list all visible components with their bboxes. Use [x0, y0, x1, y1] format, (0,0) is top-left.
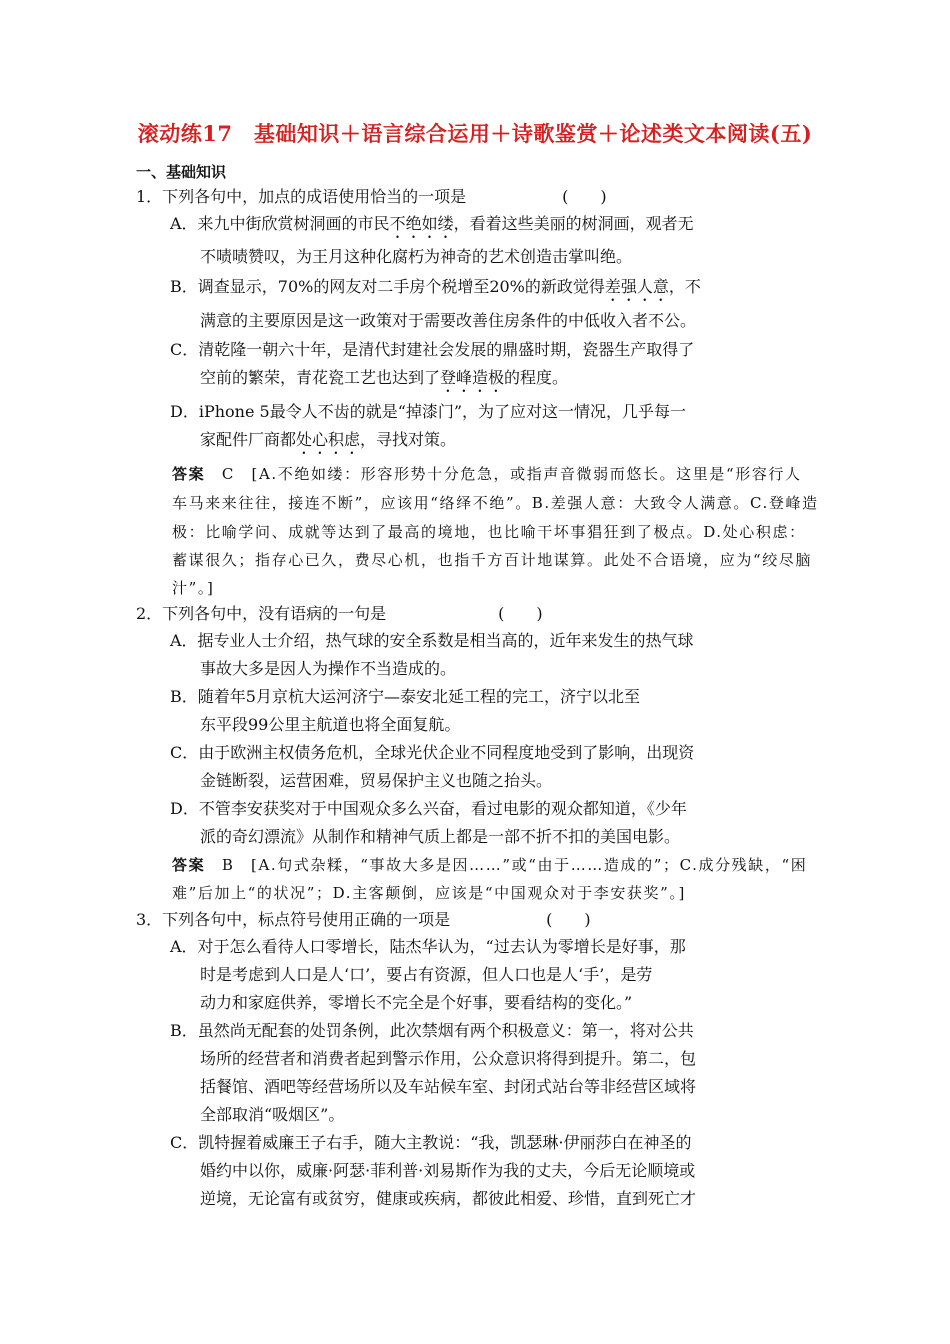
- q1-dotted-idiom-d: 处心积虑: [296, 430, 361, 449]
- q3-option-a-line1: A．对于怎么看待人口零增长，陆杰华认为，“过去认为零增长是好事，那: [170, 937, 686, 956]
- q2-option-d-line2: 派的奇幻漂流》从制作和精神气质上都是一部不折不扣的美国电影。: [200, 827, 681, 846]
- q3-option-b-line2: 场所的经营者和消费者起到警示作用，公众意识将得到提升。第二，包: [200, 1049, 697, 1068]
- q2-answer-line1: 答案 B [A.句式杂糅，“事故大多是因……”或“由于……造成的”；C.成分残缺，“困: [172, 856, 808, 874]
- q3-option-c-line1: C．凯特握着威廉王子右手，随大主教说：“我，凯瑟琳·伊丽莎白在神圣的: [170, 1133, 692, 1152]
- q2-stem: 2．下列各句中，没有语病的一句是 ( ): [136, 604, 543, 623]
- q1-option-b-line2: 满意的主要原因是这一政策对于需要改善住房条件的中低收入者不公。: [200, 311, 697, 330]
- q3-option-b-line4: 全部取消“吸烟区”。: [200, 1105, 345, 1124]
- answer-label: 答案: [172, 465, 206, 483]
- q3-option-c-line3: 逆境，无论富有或贫穷，健康或疾病，都彼此相爱、珍惜，直到死亡才: [200, 1189, 697, 1208]
- q1-option-b-line1: B．调查显示，70%的网友对二手房个税增至20%的新政觉得差强人意，不: [170, 277, 701, 296]
- q3-stem: 3．下列各句中，标点符号使用正确的一项是 ( ): [136, 910, 591, 929]
- q2-option-c-line2: 金链断裂，运营困难，贸易保护主义也随之抬头。: [200, 771, 553, 790]
- q1-answer-line4: 蓄谋很久；指存心已久，费尽心机，也指千方百计地谋算。此处不合语境，应为“绞尽脑: [172, 551, 813, 569]
- q2-option-b-line1: B．随着年5月京杭大运河济宁—泰安北延工程的完工，济宁以北至: [170, 687, 640, 706]
- q1-dotted-idiom-a: 不绝如缕: [389, 214, 454, 233]
- q1-stem: 1．下列各句中，加点的成语使用恰当的一项是 ( ): [136, 187, 607, 206]
- q1-answer-line5: 汁”。]: [172, 579, 215, 597]
- section-heading: 一、基础知识: [136, 163, 227, 181]
- q3-option-a-line2: 时是考虑到人口是人‘口’，要占有资源，但人口也是人‘手’，是劳: [200, 965, 653, 984]
- q1-option-c-line1: C．清乾隆一朝六十年，是清代封建社会发展的鼎盛时期，瓷器生产取得了: [170, 340, 695, 359]
- q2-option-d-line1: D．不管李安获奖对于中国观众多么兴奋，看过电影的观众都知道，《少年: [170, 799, 687, 818]
- q1-option-a-line2: 不啧啧赞叹，为王月这种化腐朽为神奇的艺术创造击掌叫绝。: [200, 247, 633, 266]
- q1-option-d-line2: 家配件厂商都处心积虑，寻找对策。: [200, 430, 457, 449]
- q1-dotted-idiom-c: 登峰造极: [440, 368, 505, 387]
- q1-option-d-line1: D．iPhone 5最令人不齿的就是“掉漆门”，为了应对这一情况，几乎每一: [170, 402, 687, 421]
- q1-dotted-idiom-b: 差强人意: [604, 277, 669, 296]
- q1-answer-line1: 答案 C [A.不绝如缕：形容形势十分危急，或指声音微弱而悠长。这里是“形容行人: [172, 465, 802, 483]
- q3-option-a-line3: 动力和家庭供养，零增长不完全是个好事，要看结构的变化。”: [200, 993, 633, 1012]
- q2-option-a-line1: A．据专业人士介绍，热气球的安全系数是相当高的，近年来发生的热气球: [170, 631, 694, 650]
- q3-option-b-line1: B．虽然尚无配套的处罚条例，此次禁烟有两个积极意义：第一，将对公共: [170, 1021, 694, 1040]
- q1-option-c-line2: 空前的繁荣，青花瓷工艺也达到了登峰造极的程度。: [200, 368, 569, 387]
- q2-option-b-line2: 东平段99公里主航道也将全面复航。: [200, 715, 461, 734]
- q2-option-c-line1: C．由于欧洲主权债务危机，全球光伏企业不同程度地受到了影响，出现资: [170, 743, 695, 762]
- page-title: 滚动练17 基础知识＋语言综合运用＋诗歌鉴赏＋论述类文本阅读(五): [137, 121, 813, 146]
- q1-answer-line2: 车马来来往往，接连不断”，应该用“络绎不绝”。B.差强人意：大致令人满意。C.登峰造: [172, 494, 819, 512]
- q1-answer-line3: 极：比喻学问、成就等达到了最高的境地，也比喻干坏事猖狂到了极点。D.处心积虑：: [172, 523, 806, 541]
- q3-option-b-line3: 括餐馆、酒吧等经营场所以及车站候车室、封闭式站台等非经营区域将: [200, 1077, 697, 1096]
- q1-option-a-line1: A．来九中街欣赏树洞画的市民不绝如缕，看着这些美丽的树洞画，观者无: [170, 214, 694, 233]
- q2-option-a-line2: 事故大多是因人为操作不当造成的。: [200, 659, 457, 678]
- answer-label: 答案: [172, 856, 206, 874]
- q2-answer-line2: 难”后加上“的状况”；D.主客颠倒，应该是“中国观众对于李安获奖”。]: [172, 884, 686, 902]
- q3-option-c-line2: 婚约中以你，威廉·阿瑟·菲利普·刘易斯作为我的丈夫，今后无论顺境或: [200, 1161, 696, 1180]
